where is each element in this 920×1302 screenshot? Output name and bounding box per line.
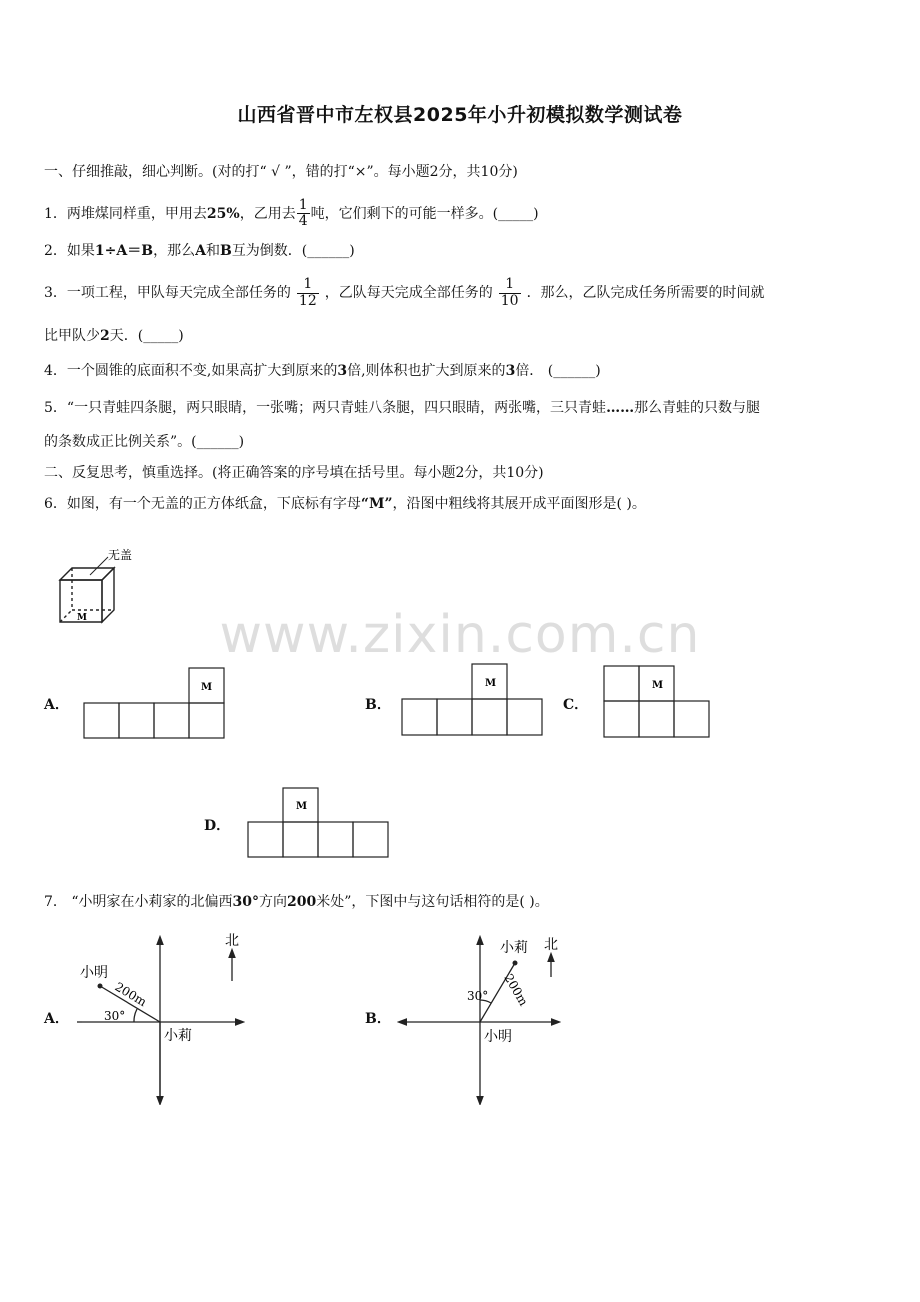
q6-option-c-net[interactable] [602,664,712,740]
q6-option-b-label[interactable]: B． [365,697,391,713]
question-5-cont: 的条数成正比例关系”。(______) [44,434,245,450]
question-1: 1．两堆煤同样重，甲用去25%，乙用去 $\frac{1}{4}$ 吨，它们剩下的可能一样多。(_____) [44,197,539,230]
fraction-1-4: $\frac{1}{4}$ [298,197,308,230]
distance-label: 200m [112,979,150,1010]
cube-m-label: M [77,613,87,623]
fraction-1-10: $\frac{1}{10}$ [500,276,519,309]
watermark: www.zixin.com.cn [219,605,701,665]
xiaoli-label: 小莉 [500,940,528,956]
q6-option-a-net[interactable] [82,666,227,740]
net-m-label: M [201,682,213,693]
q6-option-d-label[interactable]: D． [204,818,231,834]
q6-option-d-net[interactable] [246,786,391,860]
q7-option-a-label[interactable]: A． [44,1011,69,1027]
xiaoming-label: 小明 [484,1029,512,1045]
q6-option-c-label[interactable]: C． [563,697,589,713]
net-m-label: M [485,678,497,689]
no-lid-label: 无盖 [108,548,133,562]
cube-top-edge [60,568,114,580]
question-6: 6．如图，有一个无盖的正方体纸盒，下底标有字母“M”，沿图中粗线将其展开成平面图形是( )。 [44,496,646,512]
distance-label: 200m [501,971,531,1009]
cube-figure [50,543,150,625]
section2-heading: 二、反复思考，慎重选择。(将正确答案的序号填在括号里。每小题2分，共10分) [44,465,544,481]
q6-option-a-label[interactable]: A． [44,697,69,713]
question-7: 7． “小明家在小莉家的北偏西30°方向200米处”，下图中与这句话相符的是( )。 [44,894,549,910]
angle-arc [134,1009,137,1022]
question-5: 5．“一只青蛙四条腿，两只眼睛，一张嘴；两只青蛙八条腿，四只眼睛，两张嘴，三只青蛙……那么青蛙的只数与腿 [44,400,761,416]
cube-hidden-edge [60,610,72,622]
q6-option-b-net[interactable] [400,662,546,738]
question-2: 2．如果1÷A＝B，那么A和B互为倒数．(______) [44,243,355,259]
xiaoming-point [98,984,103,989]
cube-side-face [102,568,114,622]
question-3: 3．一项工程，甲队每天完成全部任务的 $\frac{1}{12}$ ，乙队每天完成全部任务的 $\frac{1}{10}$ ．那么，乙队完成任务所需要的时间就 [44,276,765,309]
net-m-label: M [296,801,308,812]
xiaoli-label: 小莉 [164,1028,192,1044]
page-title: 山西省晋中市左权县2025年小升初模拟数学测试卷 [237,104,683,126]
xiaoli-point [513,961,518,966]
label-pointer [90,557,108,575]
fraction-1-12: $\frac{1}{12}$ [298,276,317,309]
section1-heading: 一、仔细推敲，细心判断。(对的打“ √ ”，错的打“×”。每小题2分，共10分) [44,164,518,180]
angle-label: 30° [467,989,489,1003]
q7-option-b-label[interactable]: B． [365,1011,391,1027]
q7-option-b-diagram[interactable] [396,925,566,1105]
xiaoming-label: 小明 [80,965,108,981]
north-label: 北 [225,933,239,949]
q7-option-a-diagram[interactable] [72,925,252,1105]
question-4: 4．一个圆锥的底面积不变,如果高扩大到原来的3倍,则体积也扩大到原来的3倍． (______) [44,363,601,379]
angle-label: 30° [104,1009,126,1023]
net-m-label: M [652,680,664,691]
question-3-cont: 比甲队少2天．(_____) [44,328,184,344]
north-label: 北 [544,937,558,953]
